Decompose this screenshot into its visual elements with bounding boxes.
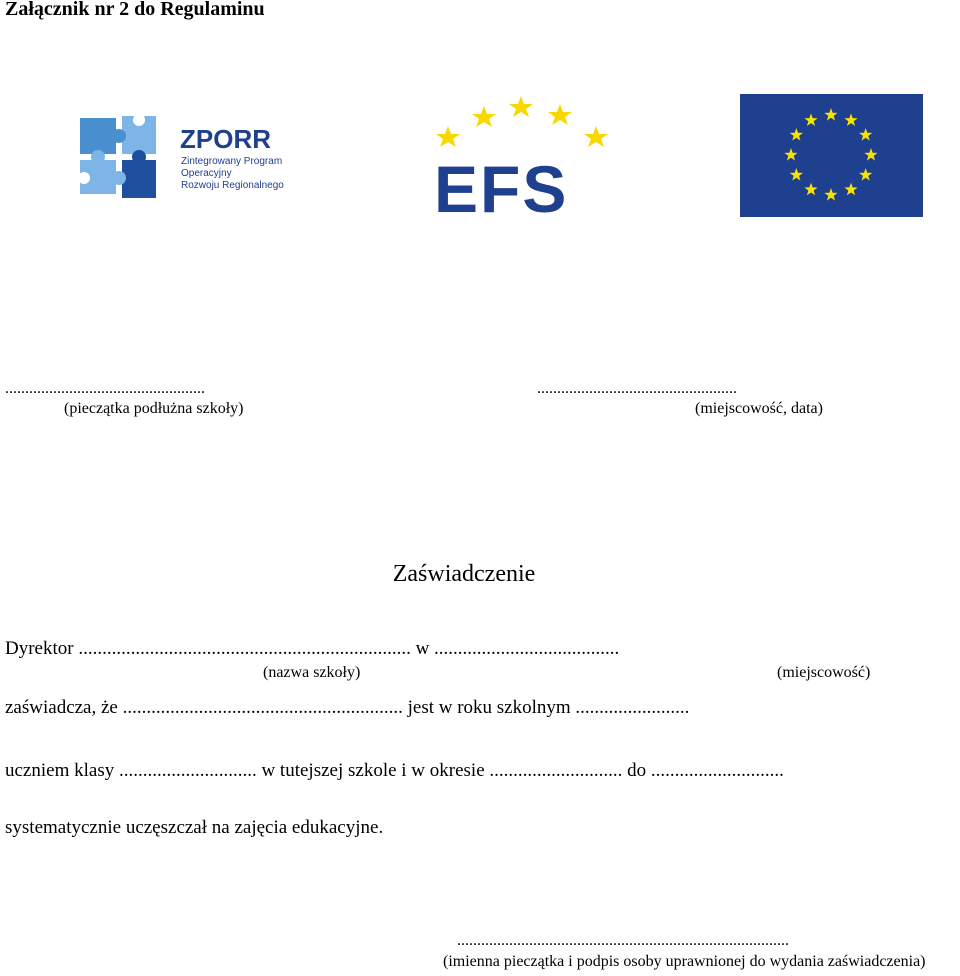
attendance-line: systematycznie uczęszczał na zajęcia edukacyjne. xyxy=(5,817,384,838)
zporr-logo-line1: Zintegrowany Program xyxy=(181,156,283,167)
page-header-title: Załącznik nr 2 do Regulaminu xyxy=(5,0,265,20)
certifies-line: zaświadcza, że ........................................................... jest w roku szkolnym ........................ xyxy=(5,697,690,718)
zporr-logo-name: ZPORR xyxy=(180,124,271,154)
efs-logo-text: EFS xyxy=(434,152,569,220)
zporr-logo-line2: Operacyjny xyxy=(181,168,232,179)
place-date-dots: .................................................. xyxy=(537,380,737,397)
efs-logo xyxy=(430,92,612,220)
zporr-logo xyxy=(78,112,288,204)
school-stamp-dots: .................................................. xyxy=(5,380,205,397)
eu-flag-logo xyxy=(740,94,923,217)
zporr-logo-line3: Rozwoju Regionalnego xyxy=(181,180,284,191)
signature-dots: ................................................................................... xyxy=(457,932,789,949)
city-caption: (miejscowość) xyxy=(777,664,871,681)
school-name-caption: (nazwa szkoły) xyxy=(263,664,361,681)
class-period-line: uczniem klasy ............................. w tutejszej szkole i w okresie ............................ do ............................ xyxy=(5,760,784,781)
director-line: Dyrektor ...................................................................... w ....................................... xyxy=(5,638,620,659)
star-arc-icon xyxy=(436,96,608,147)
signature-caption: (imienna pieczątka i podpis osoby uprawnionej do wydania zaświadczenia) xyxy=(443,953,926,970)
place-date-caption: (miejscowość, data) xyxy=(695,400,823,417)
document-title: Zaświadczenie xyxy=(392,561,536,587)
puzzle-icon xyxy=(78,114,156,198)
school-stamp-caption: (pieczątka podłużna szkoły) xyxy=(64,400,244,417)
